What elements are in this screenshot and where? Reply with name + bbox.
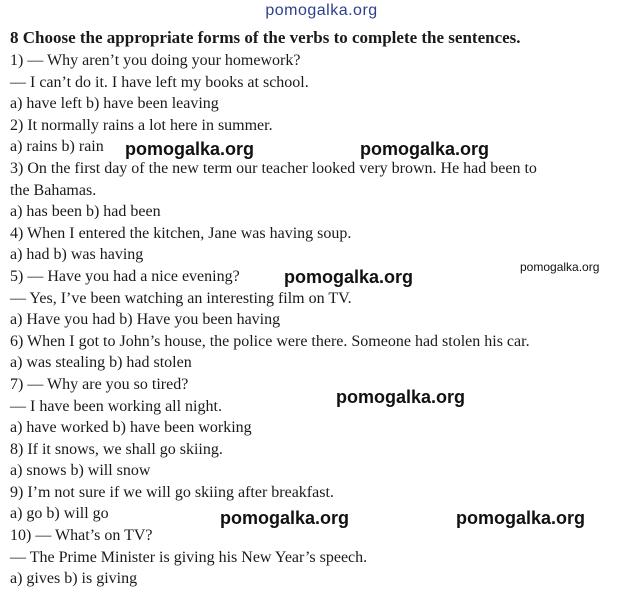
watermark: pomogalka.org [336,387,466,407]
text-line: 7) — Why are you so tired? [10,375,189,393]
text-line: a) have left b) have been leaving [10,95,219,113]
text-line: 10) — What’s on TV? [10,527,153,545]
text-line: a) gives b) is giving [10,570,138,588]
text-line: a) Have you had b) Have you been having [10,311,281,329]
text-line: 9) I’m not sure if we will go skiing after breakfast. [10,483,334,501]
text-line: a) has been b) had been [10,203,161,221]
text-line: 3) On the first day of the new term our teacher looked very brown. He had been to [10,159,537,177]
text-line: a) rains b) rain [10,138,104,156]
text-line: a) had b) was having [10,246,144,264]
text-line: — The Prime Minister is giving his New Year’s speech. [10,548,368,566]
watermark: pomogalka.org [125,139,255,159]
text-line: — I can’t do it. I have left my books at school. [10,73,309,91]
text-line: 5) — Have you had a nice evening? [10,267,240,285]
text-line: a) have worked b) have been working [10,419,252,437]
watermark: pomogalka.org [284,267,414,287]
text-line: — Yes, I’ve been watching an interesting film on TV. [10,289,352,307]
watermark: pomogalka.org [220,508,350,528]
watermark: pomogalka.org [360,139,490,159]
text-line: 2) It normally rains a lot here in summer. [10,116,273,134]
text-line: 8) If it snows, we shall go skiing. [10,440,223,458]
text-line: a) go b) will go [10,505,109,523]
text-line: 4) When I entered the kitchen, Jane was having soup. [10,224,352,242]
text-line: a) was stealing b) had stolen [10,354,192,372]
header-watermark: pomogalka.org [265,2,378,19]
watermark: pomogalka.org [520,260,600,274]
exercise-title: 8 Choose the appropriate forms of the verbs to complete the sentences. [10,28,521,47]
text-line: 1) — Why aren’t you doing your homework? [10,52,301,69]
text-line: the Bahamas. [10,181,97,199]
text-line: a) snows b) will snow [10,462,151,480]
text-line: — I have been working all night. [10,397,222,415]
text-line: 6) When I got to John’s house, the police were there. Someone had stolen his car. [10,332,530,350]
watermark: pomogalka.org [456,508,586,528]
